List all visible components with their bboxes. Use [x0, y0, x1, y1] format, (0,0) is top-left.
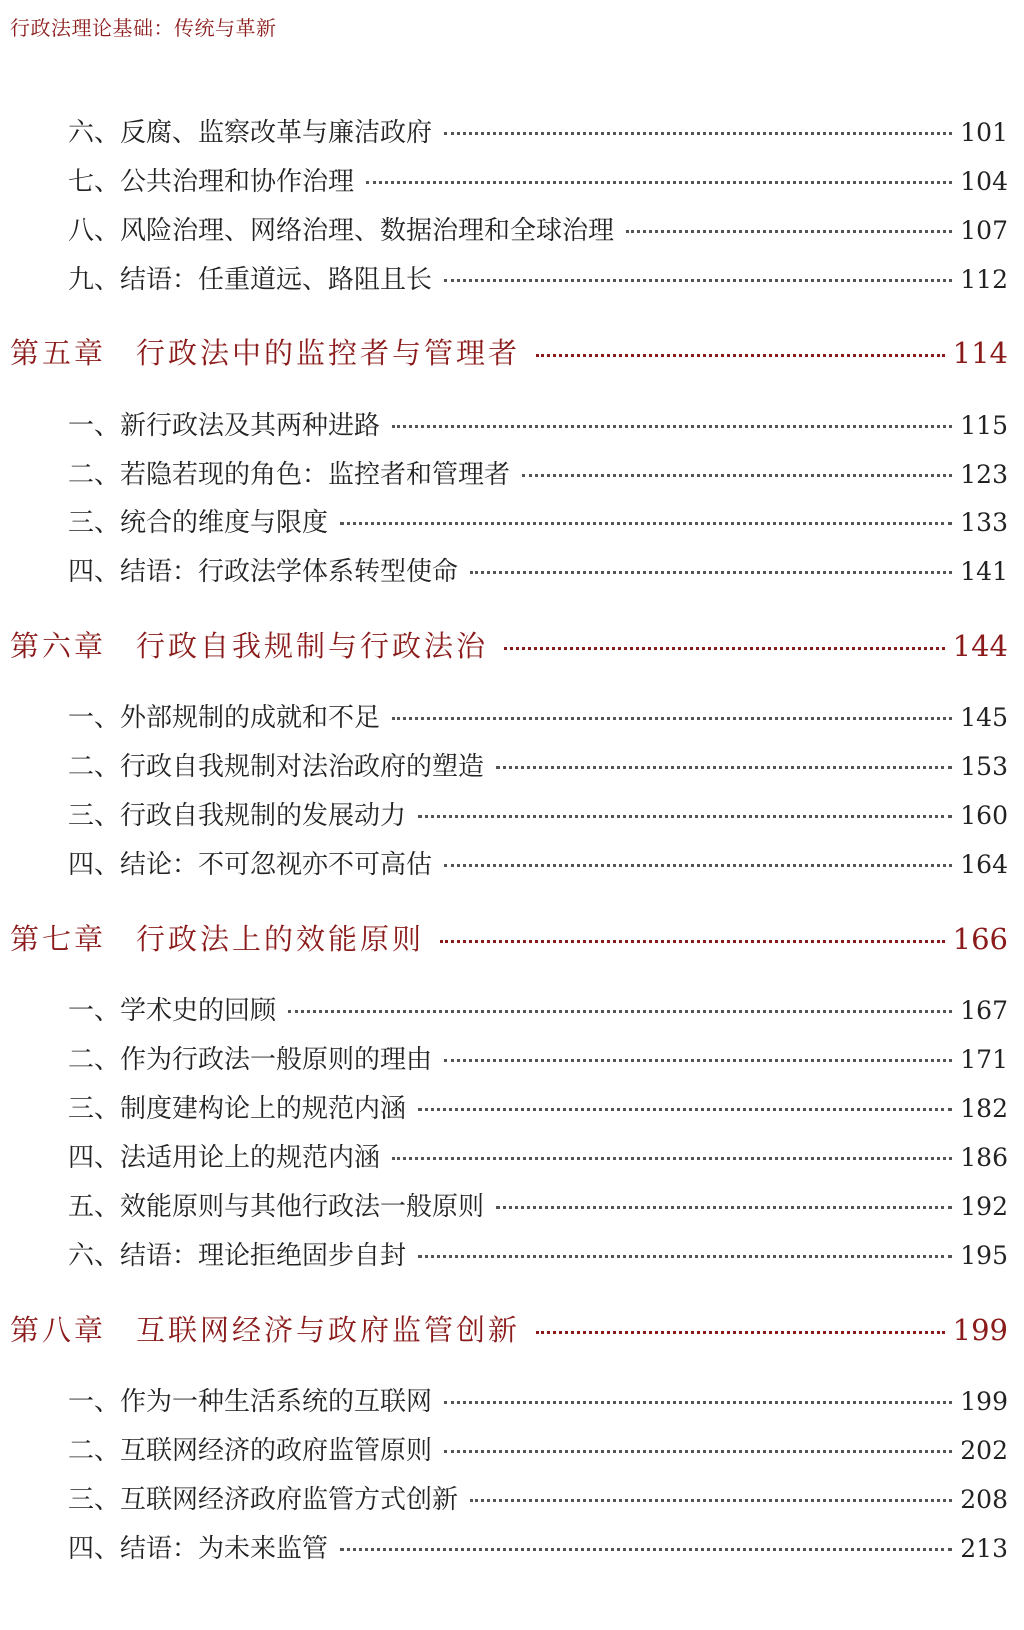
toc-entry-number: 四、	[68, 1534, 121, 1564]
toc-entry-title: 学术史的回顾	[120, 996, 277, 1026]
chapter-title: 行政法上的效能原则	[136, 922, 425, 956]
toc-entry-page: 104	[960, 167, 1008, 196]
toc-entry-page: 153	[960, 752, 1008, 781]
dot-leader	[444, 1059, 952, 1062]
toc-entry-title: 作为一种生活系统的互联网	[120, 1387, 433, 1417]
dot-leader	[444, 279, 952, 282]
dot-leader	[418, 815, 952, 818]
toc-entry-number: 三、	[68, 801, 121, 831]
toc-entry-page: 123	[960, 460, 1008, 489]
toc-entry-page: 107	[960, 216, 1008, 245]
chapter-number: 第七章	[10, 922, 107, 956]
toc-entry-page: 199	[960, 1387, 1008, 1416]
toc-entry[interactable]	[68, 795, 1008, 832]
toc-entry-number: 四、	[68, 1143, 121, 1173]
dot-leader	[392, 425, 952, 428]
toc-entry-title: 结论：不可忽视亦不可高估	[120, 850, 433, 880]
toc-entry-title: 法适用论上的规范内涵	[120, 1143, 381, 1173]
chapter-page: 114	[952, 336, 1008, 370]
chapter-page: 144	[952, 629, 1008, 663]
toc-entry-title: 互联网经济的政府监管原则	[120, 1436, 433, 1466]
chapter-title: 互联网经济与政府监管创新	[136, 1313, 521, 1347]
toc-entry-title: 结语：任重道远、路阻且长	[120, 265, 433, 295]
toc-entry-number: 一、	[68, 703, 121, 733]
toc-entry[interactable]	[68, 1235, 1008, 1272]
dot-leader	[418, 1255, 952, 1258]
toc-entry[interactable]	[68, 1186, 1008, 1223]
dot-leader	[444, 1450, 952, 1453]
toc-entry-page: 202	[960, 1436, 1008, 1465]
dot-leader	[440, 940, 945, 943]
toc-entry-page: 112	[960, 265, 1008, 294]
toc-chapter-entry[interactable]	[10, 624, 1008, 665]
dot-leader	[392, 1157, 952, 1160]
toc-entry-title: 反腐、监察改革与廉洁政府	[120, 118, 433, 148]
toc-entry-number: 五、	[68, 1192, 121, 1222]
toc-entry-page: 145	[960, 703, 1008, 732]
toc-entry[interactable]	[68, 746, 1008, 783]
toc-entry-number: 二、	[68, 1045, 121, 1075]
toc-entry-title: 新行政法及其两种进路	[120, 411, 381, 441]
toc-entry-number: 二、	[68, 460, 121, 490]
dot-leader	[340, 1548, 952, 1551]
toc-entry-page: 115	[960, 411, 1008, 440]
toc-entry[interactable]	[68, 1381, 1008, 1418]
toc-entry-number: 七、	[68, 167, 121, 197]
dot-leader	[496, 766, 952, 769]
toc-entry[interactable]	[68, 454, 1008, 491]
dot-leader	[536, 1331, 945, 1334]
dot-leader	[444, 864, 952, 867]
dot-leader	[418, 1108, 952, 1111]
toc-entry-number: 六、	[68, 1241, 121, 1271]
toc-chapter-entry[interactable]	[10, 331, 1008, 372]
toc-entry-title: 制度建构论上的规范内涵	[120, 1094, 407, 1124]
toc-entry[interactable]	[68, 259, 1008, 296]
toc-entry-number: 四、	[68, 850, 121, 880]
dot-leader	[626, 230, 952, 233]
chapter-number: 第六章	[10, 629, 107, 663]
dot-leader	[496, 1206, 952, 1209]
toc-entry-page: 213	[960, 1534, 1008, 1563]
toc-entry-page: 182	[960, 1094, 1008, 1123]
chapter-page: 199	[952, 1313, 1008, 1347]
toc-entry-title: 效能原则与其他行政法一般原则	[120, 1192, 485, 1222]
toc-entry[interactable]	[68, 161, 1008, 198]
toc-entry-page: 192	[960, 1192, 1008, 1221]
toc-entry-title: 行政自我规制的发展动力	[120, 801, 407, 831]
toc-entry[interactable]	[68, 1039, 1008, 1076]
toc-entry-page: 133	[960, 508, 1008, 537]
toc-entry-title: 外部规制的成就和不足	[120, 703, 381, 733]
toc-entry-number: 三、	[68, 508, 121, 538]
dot-leader	[522, 474, 952, 477]
dot-leader	[340, 522, 952, 525]
dot-leader	[536, 354, 945, 357]
toc-entry[interactable]	[68, 551, 1008, 588]
toc-entry-number: 九、	[68, 265, 121, 295]
toc-entry-number: 三、	[68, 1485, 121, 1515]
dot-leader	[504, 647, 945, 650]
chapter-number: 第五章	[10, 336, 107, 370]
toc-entry-title: 公共治理和协作治理	[120, 167, 355, 197]
toc-entry-page: 101	[960, 118, 1008, 147]
dot-leader	[470, 1499, 952, 1502]
chapter-title: 行政法中的监控者与管理者	[136, 336, 521, 370]
dot-leader	[366, 181, 952, 184]
toc-entry[interactable]	[68, 990, 1008, 1027]
toc-entry[interactable]	[68, 1528, 1008, 1565]
toc-entry-title: 互联网经济政府监管方式创新	[120, 1485, 459, 1515]
toc-entry-title: 行政自我规制对法治政府的塑造	[120, 752, 485, 782]
toc-entry-number: 三、	[68, 1094, 121, 1124]
toc-entry[interactable]	[68, 405, 1008, 442]
chapter-number: 第八章	[10, 1313, 107, 1347]
toc-entry-title: 结语：为未来监管	[120, 1534, 329, 1564]
dot-leader	[444, 132, 952, 135]
toc-entry-number: 一、	[68, 411, 121, 441]
toc-entry[interactable]	[68, 1479, 1008, 1516]
toc-entry[interactable]	[68, 502, 1008, 539]
toc-entry-number: 四、	[68, 557, 121, 587]
toc-entry[interactable]	[68, 112, 1008, 149]
toc-chapter-entry[interactable]	[10, 917, 1008, 958]
toc-entry-page: 186	[960, 1143, 1008, 1172]
toc-entry-number: 二、	[68, 752, 121, 782]
toc-entry-number: 二、	[68, 1436, 121, 1466]
toc-entry[interactable]	[68, 210, 1008, 247]
dot-leader	[470, 571, 952, 574]
toc-entry-page: 160	[960, 801, 1008, 830]
toc-entry-title: 风险治理、网络治理、数据治理和全球治理	[120, 216, 615, 246]
toc-entry-page: 164	[960, 850, 1008, 879]
dot-leader	[392, 717, 952, 720]
toc-entry[interactable]	[68, 844, 1008, 881]
toc-entry[interactable]	[68, 1430, 1008, 1467]
toc-entry[interactable]	[68, 697, 1008, 734]
toc-entry[interactable]	[68, 1088, 1008, 1125]
chapter-page: 166	[952, 922, 1008, 956]
dot-leader	[288, 1010, 952, 1013]
toc-entry-title: 结语：行政法学体系转型使命	[120, 557, 459, 587]
toc-chapter-entry[interactable]	[10, 1308, 1008, 1349]
toc-entry-page: 208	[960, 1485, 1008, 1514]
toc-entry-number: 一、	[68, 996, 121, 1026]
dot-leader	[444, 1401, 952, 1404]
toc-entry-title: 若隐若现的角色：监控者和管理者	[120, 460, 511, 490]
toc-entry-number: 六、	[68, 118, 121, 148]
toc-entry-title: 作为行政法一般原则的理由	[120, 1045, 433, 1075]
running-header: 行政法理论基础：传统与革新	[10, 16, 277, 40]
toc-entry-title: 统合的维度与限度	[120, 508, 329, 538]
toc-entry[interactable]	[68, 1137, 1008, 1174]
toc-entry-number: 一、	[68, 1387, 121, 1417]
toc-entry-title: 结语：理论拒绝固步自封	[120, 1241, 407, 1271]
toc-entry-page: 171	[960, 1045, 1008, 1074]
toc-entry-page: 167	[960, 996, 1008, 1025]
toc-entry-number: 八、	[68, 216, 121, 246]
toc-entry-page: 141	[960, 557, 1008, 586]
chapter-title: 行政自我规制与行政法治	[136, 629, 489, 663]
toc-entry-page: 195	[960, 1241, 1008, 1270]
